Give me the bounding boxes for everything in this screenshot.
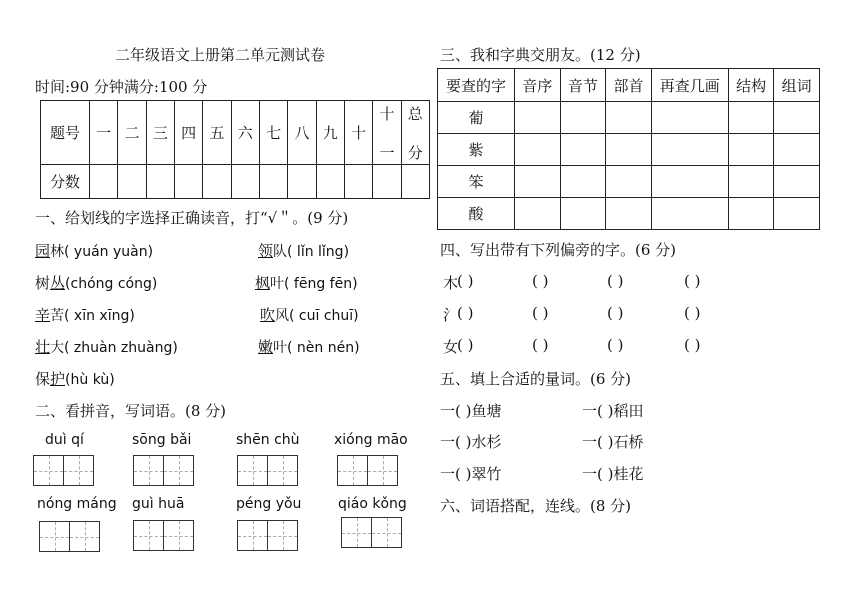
dict-cell[interactable]: [515, 134, 561, 166]
dict-cell[interactable]: [774, 166, 820, 198]
measure-word-item[interactable]: 一( )翠竹: [440, 465, 502, 483]
dict-cell[interactable]: [560, 166, 606, 198]
score-col: 九: [316, 101, 344, 165]
q1-item: [258, 336, 360, 357]
q5-heading: 五、填上合适的量词。(6 分): [440, 370, 632, 388]
measure-word-item[interactable]: 一( )鱼塘: [440, 402, 502, 420]
blank[interactable]: ( ): [457, 304, 474, 322]
score-col: 三: [146, 101, 174, 165]
score-col: 一: [90, 101, 118, 165]
blank[interactable]: ( ): [532, 336, 549, 354]
blank[interactable]: ( ): [607, 336, 624, 354]
dict-cell[interactable]: [560, 102, 606, 134]
dict-cell[interactable]: [651, 166, 728, 198]
dict-cell[interactable]: [728, 134, 774, 166]
score-cell[interactable]: [344, 165, 372, 199]
dict-header: 音节: [560, 69, 606, 102]
q4-heading: 四、写出带有下列偏旁的字。(6 分): [440, 241, 677, 259]
dict-cell[interactable]: [560, 198, 606, 230]
score-col-11: [373, 101, 401, 165]
blank[interactable]: ( ): [684, 304, 701, 322]
pinyin-label: guì huā: [132, 496, 185, 512]
pinyin-label: qiáo kǒng: [338, 496, 407, 512]
score-cell[interactable]: [259, 165, 287, 199]
pinyin-label: nóng máng: [37, 496, 117, 512]
dict-cell[interactable]: [728, 102, 774, 134]
q6-heading: 六、词语搭配，连线。(8 分): [440, 497, 632, 515]
score-cell[interactable]: [316, 165, 344, 199]
q1-item: [35, 336, 178, 357]
writing-grid[interactable]: [133, 455, 194, 486]
blank[interactable]: ( ): [684, 336, 701, 354]
radical-label: 氵: [443, 306, 459, 324]
page-title: 二年级语文上册第二单元测试卷: [115, 46, 326, 64]
dict-cell[interactable]: [651, 134, 728, 166]
pinyin-label: péng yǒu: [236, 496, 302, 512]
q2-heading: 二、看拼音，写词语。(8 分): [35, 402, 227, 420]
writing-grid[interactable]: [33, 455, 94, 486]
blank[interactable]: ( ): [607, 272, 624, 290]
underlined-char: 嫩: [258, 338, 274, 356]
score-cell[interactable]: [118, 165, 146, 199]
score-col-11-top: 十: [379, 104, 395, 123]
q1-item: [255, 272, 358, 293]
q1-item-prefix: 保: [35, 370, 51, 388]
score-col-11-bottom: 一: [379, 143, 395, 162]
q1-item-text: 叶( nèn nén): [273, 340, 360, 356]
q1-item: [35, 272, 157, 293]
blank[interactable]: ( ): [607, 304, 624, 322]
q1-item-text: (chóng cóng): [65, 276, 158, 292]
score-row-label: 分数: [41, 165, 90, 199]
dict-cell[interactable]: [606, 102, 652, 134]
dict-header: 要查的字: [438, 69, 515, 102]
dict-cell[interactable]: [606, 166, 652, 198]
dict-cell[interactable]: [560, 134, 606, 166]
writing-grid[interactable]: [39, 521, 100, 552]
dict-char: 葡: [438, 102, 515, 134]
score-cell[interactable]: [174, 165, 202, 199]
q1-item-text: 苦( xīn xīng): [50, 308, 135, 324]
dict-header: 组词: [774, 69, 820, 102]
q1-item: [35, 368, 115, 389]
dict-cell[interactable]: [515, 166, 561, 198]
score-cell[interactable]: [401, 165, 429, 199]
score-cell[interactable]: [231, 165, 259, 199]
measure-word-item[interactable]: 一( )水杉: [440, 433, 502, 451]
q1-heading: 一、给划线的字选择正确读音，打“√＂。(9 分): [35, 209, 349, 227]
underlined-char: 领: [258, 242, 274, 260]
score-col: 五: [203, 101, 231, 165]
pinyin-label: xióng māo: [334, 432, 408, 448]
q1-item-text: 林( yuán yuàn): [50, 244, 154, 260]
blank[interactable]: ( ): [684, 272, 701, 290]
dict-cell[interactable]: [651, 102, 728, 134]
underlined-char: 吹: [260, 306, 276, 324]
blank[interactable]: ( ): [532, 272, 549, 290]
pinyin-label: sōng bǎi: [132, 432, 192, 448]
radical-label: 女: [443, 338, 459, 356]
measure-word-item[interactable]: 一( )桂花: [582, 465, 644, 483]
q1-item: [258, 240, 349, 261]
score-col-total-bottom: 分: [407, 143, 423, 162]
score-table: [40, 100, 430, 199]
radical-label: 木: [443, 274, 459, 292]
writing-grid[interactable]: [341, 517, 402, 548]
dict-cell[interactable]: [606, 134, 652, 166]
underlined-char: 丛: [50, 274, 66, 292]
score-col: 七: [259, 101, 287, 165]
score-col-total: [401, 101, 429, 165]
measure-word-item[interactable]: 一( )石桥: [582, 433, 644, 451]
dict-cell[interactable]: [651, 198, 728, 230]
q1-item: [35, 240, 153, 261]
blank[interactable]: ( ): [457, 336, 474, 354]
pinyin-label: duì qí: [45, 432, 84, 448]
dict-cell[interactable]: [774, 198, 820, 230]
q1-item-text: (hù kù): [65, 372, 115, 388]
pinyin-label: shēn chù: [236, 432, 300, 448]
score-col-total-top: 总: [407, 104, 423, 123]
underlined-char: 辛: [35, 306, 51, 324]
writing-grid[interactable]: [237, 455, 298, 486]
blank[interactable]: ( ): [532, 304, 549, 322]
dict-cell[interactable]: [606, 198, 652, 230]
score-col: 二: [118, 101, 146, 165]
q1-item-text: 叶( fēng fēn): [270, 276, 358, 292]
writing-grid[interactable]: [237, 520, 298, 551]
dict-cell[interactable]: [774, 102, 820, 134]
writing-grid[interactable]: [133, 520, 194, 551]
dict-header: 音序: [515, 69, 561, 102]
q1-item: [260, 304, 359, 325]
dict-header: 部首: [606, 69, 652, 102]
q1-item-prefix: 树: [35, 274, 51, 292]
score-cell[interactable]: [288, 165, 316, 199]
score-col: 八: [288, 101, 316, 165]
score-col: 十: [344, 101, 372, 165]
dictionary-table: [437, 68, 820, 230]
score-col: 六: [231, 101, 259, 165]
dict-header: 再查几画: [651, 69, 728, 102]
underlined-char: 枫: [255, 274, 271, 292]
dict-char: 紫: [438, 134, 515, 166]
dict-cell[interactable]: [515, 102, 561, 134]
writing-grid[interactable]: [337, 455, 398, 486]
score-col: 四: [174, 101, 202, 165]
dict-cell[interactable]: [515, 198, 561, 230]
time-info: 时间:90 分钟满分:100 分: [35, 78, 208, 96]
q1-item-text: 风( cuī chuī): [275, 308, 359, 324]
q1-item-text: 大( zhuàn zhuàng): [50, 340, 178, 356]
score-cell[interactable]: [203, 165, 231, 199]
underlined-char: 园: [35, 242, 51, 260]
dict-cell[interactable]: [774, 134, 820, 166]
dict-char: 酸: [438, 198, 515, 230]
q1-item: [35, 304, 135, 325]
blank[interactable]: ( ): [457, 272, 474, 290]
q1-item-text: 队( lǐn lǐng): [273, 244, 350, 260]
underlined-char: 护: [50, 370, 66, 388]
dict-cell[interactable]: [728, 198, 774, 230]
dict-header: 结构: [728, 69, 774, 102]
underlined-char: 壮: [35, 338, 51, 356]
q3-heading: 三、我和字典交朋友。(12 分): [440, 46, 641, 64]
score-cell[interactable]: [373, 165, 401, 199]
measure-word-item[interactable]: 一( )稻田: [582, 402, 644, 420]
dict-cell[interactable]: [728, 166, 774, 198]
score-cell[interactable]: [146, 165, 174, 199]
score-cell[interactable]: [90, 165, 118, 199]
dict-char: 笨: [438, 166, 515, 198]
score-row-label: 题号: [41, 101, 90, 165]
